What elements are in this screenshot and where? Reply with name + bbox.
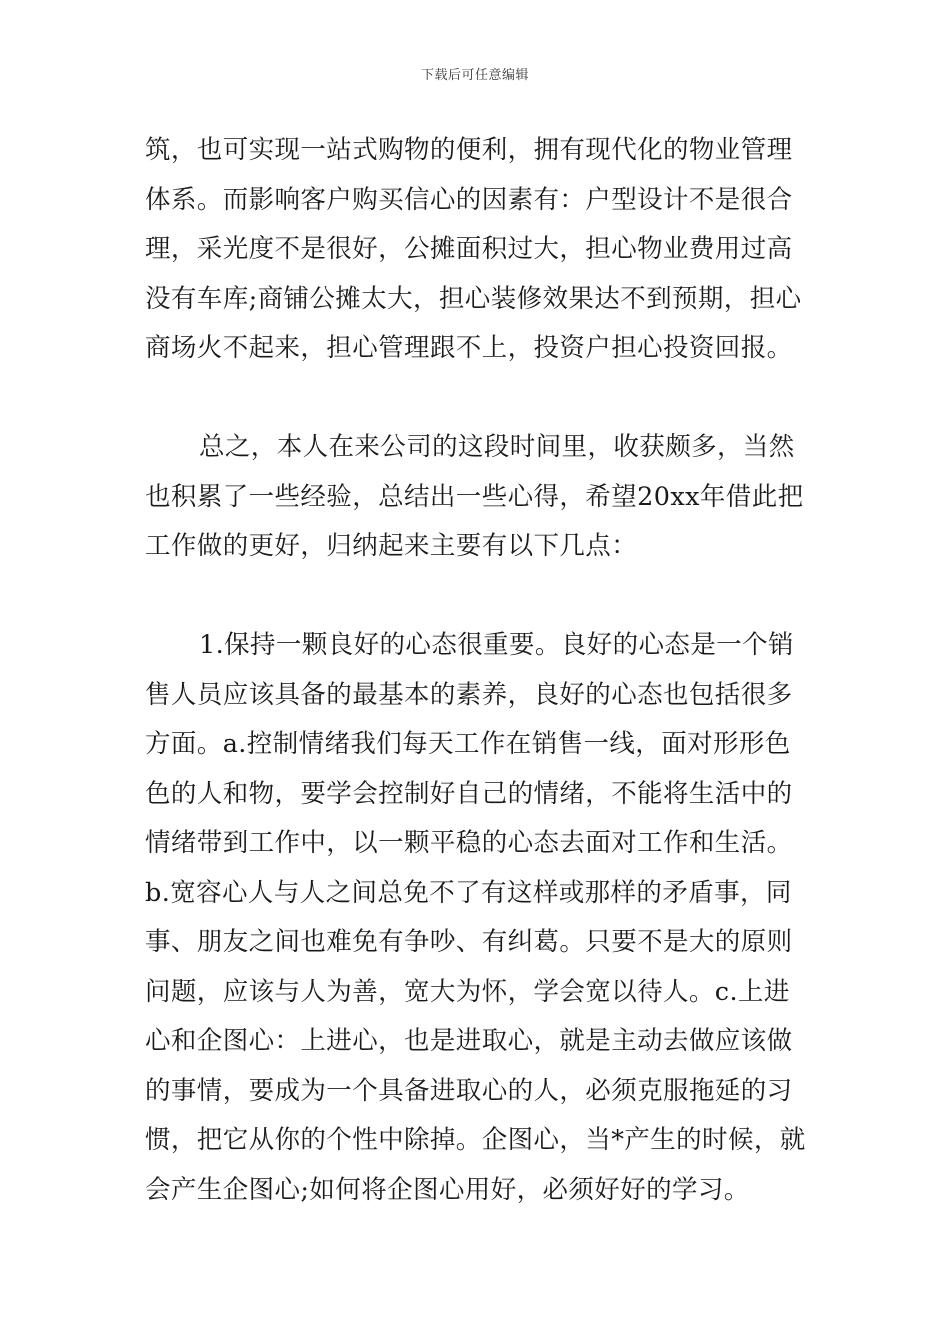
text-line: 理，采光度不是很好，公摊面积过大，担心物业费用过高: [145, 234, 793, 264]
text-line: 会产生企图心;如何将企图心用好，必须好好的学习。: [145, 1174, 750, 1205]
text-line: 惯，把它从你的个性中除掉。企图心，当*产生的时候，就: [145, 1125, 806, 1155]
text-line: 问题，应该与人为善，宽大为怀，学会宽以待人。c.上进: [145, 976, 790, 1007]
text-line: 体系。而影响客户购买信心的因素有：户型设计不是很合: [145, 184, 793, 215]
text-line: 色的人和物，要学会控制好自己的情绪，不能将生活中的: [145, 778, 793, 809]
text-line: 总之，本人在来公司的这段时间里，收获颇多，当然: [199, 432, 795, 462]
text-line: 1.保持一颗良好的心态很重要。良好的心态是一个销: [199, 630, 794, 660]
text-line: b.宽容心人与人之间总免不了有这样或那样的矛盾事，同: [145, 877, 792, 908]
text-line: 心和企图心：上进心，也是进取心，就是主动去做应该做: [145, 1026, 793, 1056]
page-header-note: 下载后可任意编辑: [420, 68, 529, 83]
paragraph-2: [145, 423, 820, 572]
text-line: 事、朋友之间也难免有争吵、有纠葛。只要不是大的原则: [145, 927, 793, 957]
text-line: 方面。a.控制情绪我们每天工作在销售一线，面对形形色: [145, 729, 791, 759]
paragraph-spacer: [145, 374, 820, 424]
paragraph-1: [145, 126, 820, 374]
text-line: 售人员应该具备的最基本的素养，良好的心态也包括很多: [145, 679, 793, 710]
text-line: 工作做的更好，归纳起来主要有以下几点：: [145, 531, 638, 561]
text-line: 商场火不起来，担心管理跟不上，投资户担心投资回报。: [145, 333, 793, 363]
text-line: 的事情，要成为一个具备进取心的人，必须克服拖延的习: [145, 1075, 793, 1106]
paragraph-3: [145, 621, 820, 1215]
text-line: 没有车库;商铺公摊太大，担心装修效果达不到预期，担心: [145, 283, 802, 314]
paragraph-spacer: [145, 572, 820, 622]
text-line: 筑，也可实现一站式购物的便利，拥有现代化的物业管理: [145, 135, 793, 165]
document-body: [145, 126, 820, 1215]
text-line: 也积累了一些经验，总结出一些心得，希望20xx年借此把: [145, 481, 804, 512]
text-line: 情绪带到工作中，以一颗平稳的心态去面对工作和生活。: [145, 828, 793, 858]
